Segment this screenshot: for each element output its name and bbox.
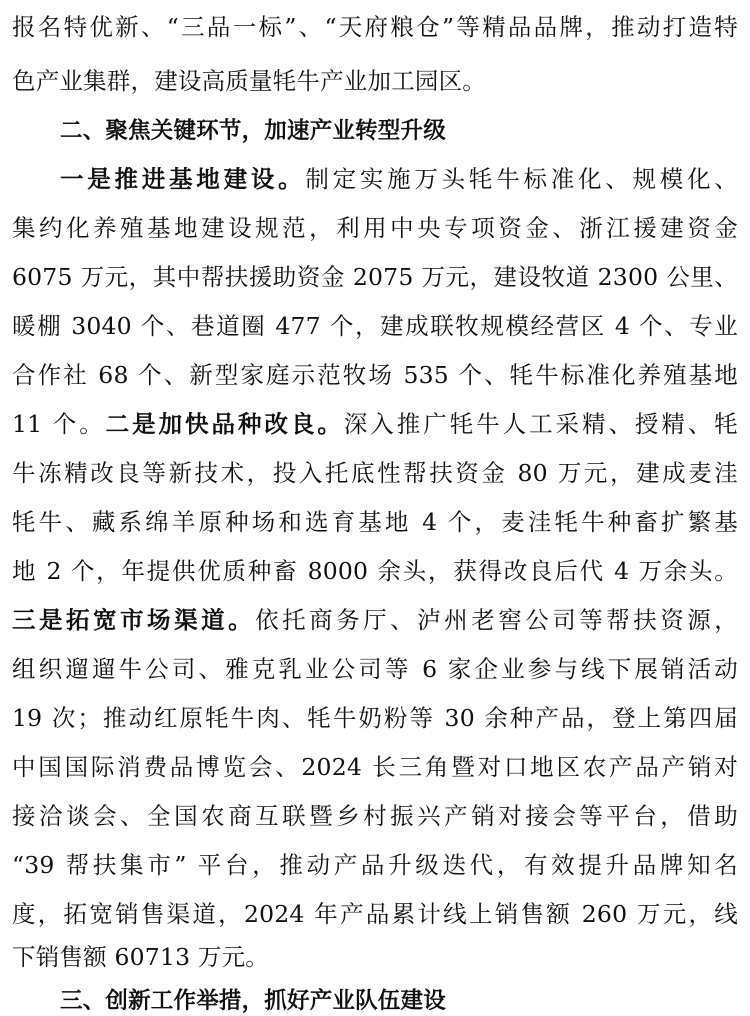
text-run: 依托商务厅、泸州老窖公司等帮扶资源， <box>255 606 738 634</box>
text-line: 中国国际消费品博览会、2024 长三角暨对口地区农产品产销对 <box>12 753 738 781</box>
text-run: 深入推广牦牛人工采精、授精、牦 <box>343 410 739 438</box>
text-line: 度，拓宽销售渠道，2024 年产品累计线上销售额 260 万元，线 <box>12 900 738 928</box>
text-line: “39 帮扶集市” 平台，推动产品升级迭代，有效提升品牌知名 <box>12 851 738 879</box>
bold-lead: 二是加快品种改良。 <box>105 410 344 438</box>
bold-lead: 三是拓宽市场渠道。 <box>12 606 256 634</box>
section-heading: 二、聚焦关键环节，加速产业转型升级 <box>60 118 446 144</box>
text-line: 牦牛、藏系绵羊原种场和选育基地 4 个，麦洼牦牛种畜扩繁基 <box>12 508 738 536</box>
text-line: 色产业集群，建设高质量牦牛产业加工园区。 <box>12 67 486 95</box>
text-line: 合作社 68 个、新型家庭示范牧场 535 个、牦牛标准化养殖基地 <box>12 361 738 389</box>
text-line: 6075 万元，其中帮扶援助资金 2075 万元，建设牧道 2300 公里、 <box>12 263 738 291</box>
text-line: 下销售额 60713 万元。 <box>12 943 269 971</box>
text-line: 接洽谈会、全国农商互联暨乡村振兴产销对接会等平台，借助 <box>12 802 738 830</box>
text-line: 地 2 个，年提供优质种畜 8000 余头，获得改良后代 4 万余头。 <box>12 557 738 585</box>
bold-lead: 一是推进基地建设。 <box>60 165 306 193</box>
text-line <box>12 605 738 635</box>
text-line: 19 次；推动红原牦牛肉、牦牛奶粉等 30 余种产品，登上第四届 <box>12 704 738 732</box>
text-line <box>60 164 738 194</box>
text-line: 组织遛遛牛公司、雅克乳业公司等 6 家企业参与线下展销活动 <box>12 655 738 683</box>
text-line <box>12 409 738 439</box>
text-line: 集约化养殖基地建设规范，利用中央专项资金、浙江援建资金 <box>12 214 738 242</box>
text-run: 11 个。 <box>12 410 106 438</box>
section-heading: 三、创新工作举措，抓好产业队伍建设 <box>60 988 446 1014</box>
text-line: 报名特优新、“三品一标”、“天府粮仓”等精品品牌，推动打造特 <box>12 13 738 41</box>
text-line: 暖棚 3040 个、巷道圈 477 个，建成联牧规模经营区 4 个、专业 <box>12 312 738 340</box>
text-run: 制定实施万头牦牛标准化、规模化、 <box>305 165 738 193</box>
text-line: 牛冻精改良等新技术，投入托底性帮扶资金 80 万元，建成麦洼 <box>12 459 738 487</box>
